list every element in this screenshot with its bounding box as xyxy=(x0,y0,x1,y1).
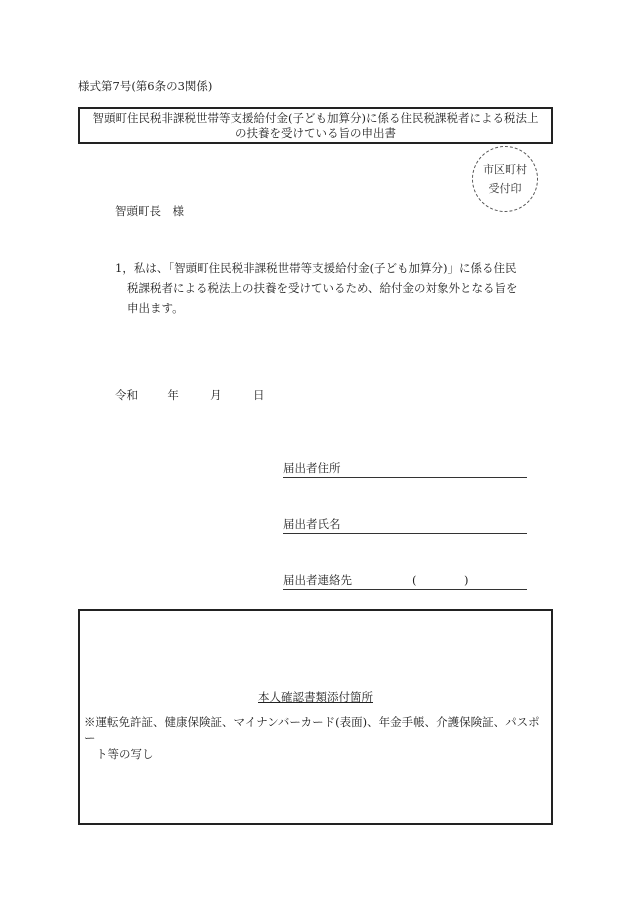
contact-paren-close: ) xyxy=(464,573,469,587)
declaration-text xyxy=(115,258,535,318)
contact-field[interactable] xyxy=(283,573,527,590)
date-year-label: 年 xyxy=(167,388,179,402)
address-label: 届出者住所 xyxy=(283,461,341,475)
id-document-attachment-box xyxy=(78,609,553,825)
form-number: 様式第7号(第6条の3関係) xyxy=(78,79,213,93)
address-field[interactable] xyxy=(283,461,527,478)
declaration-line-1: 1，私は、「智頭町住民税非課税世帯等支援給付金(子ども加算分)」に係る住民 xyxy=(115,261,517,275)
document-title-box xyxy=(78,107,553,144)
date-day-label: 日 xyxy=(252,388,265,402)
date-era: 令和 xyxy=(115,388,138,402)
attachment-note-line-1: ※運転免許証、健康保険証、マイナンバーカード(表面)、年金手帳、介護保険証、パスポー xyxy=(84,715,540,745)
stamp-label-line-2: 受付印 xyxy=(488,182,522,195)
name-label: 届出者氏名 xyxy=(283,517,341,531)
contact-label: 届出者連絡先 xyxy=(283,573,352,587)
name-field[interactable] xyxy=(283,517,527,534)
attachment-note xyxy=(84,714,550,762)
addressee: 智頭町長 様 xyxy=(115,204,184,218)
date-line xyxy=(115,387,264,403)
attachment-note-line-2: ト等の写し xyxy=(96,747,154,761)
stamp-label-line-1: 市区町村 xyxy=(483,163,527,176)
document-title-line-2: の扶養を受けている旨の申出書 xyxy=(235,125,396,140)
attachment-title: 本人確認書類添付箇所 xyxy=(258,690,373,704)
declaration-line-3: 申出ます。 xyxy=(127,301,184,315)
date-month-label: 月 xyxy=(210,388,222,402)
reception-stamp-area xyxy=(472,146,538,212)
contact-paren-open: ( xyxy=(412,573,417,587)
document-title-line-1: 智頭町住民税非課税世帯等支援給付金(子ども加算分)に係る住民税課税者による税法上 xyxy=(92,110,539,125)
declaration-line-2: 税課税者による税法上の扶養を受けているため、給付金の対象外となる旨を xyxy=(127,281,518,295)
